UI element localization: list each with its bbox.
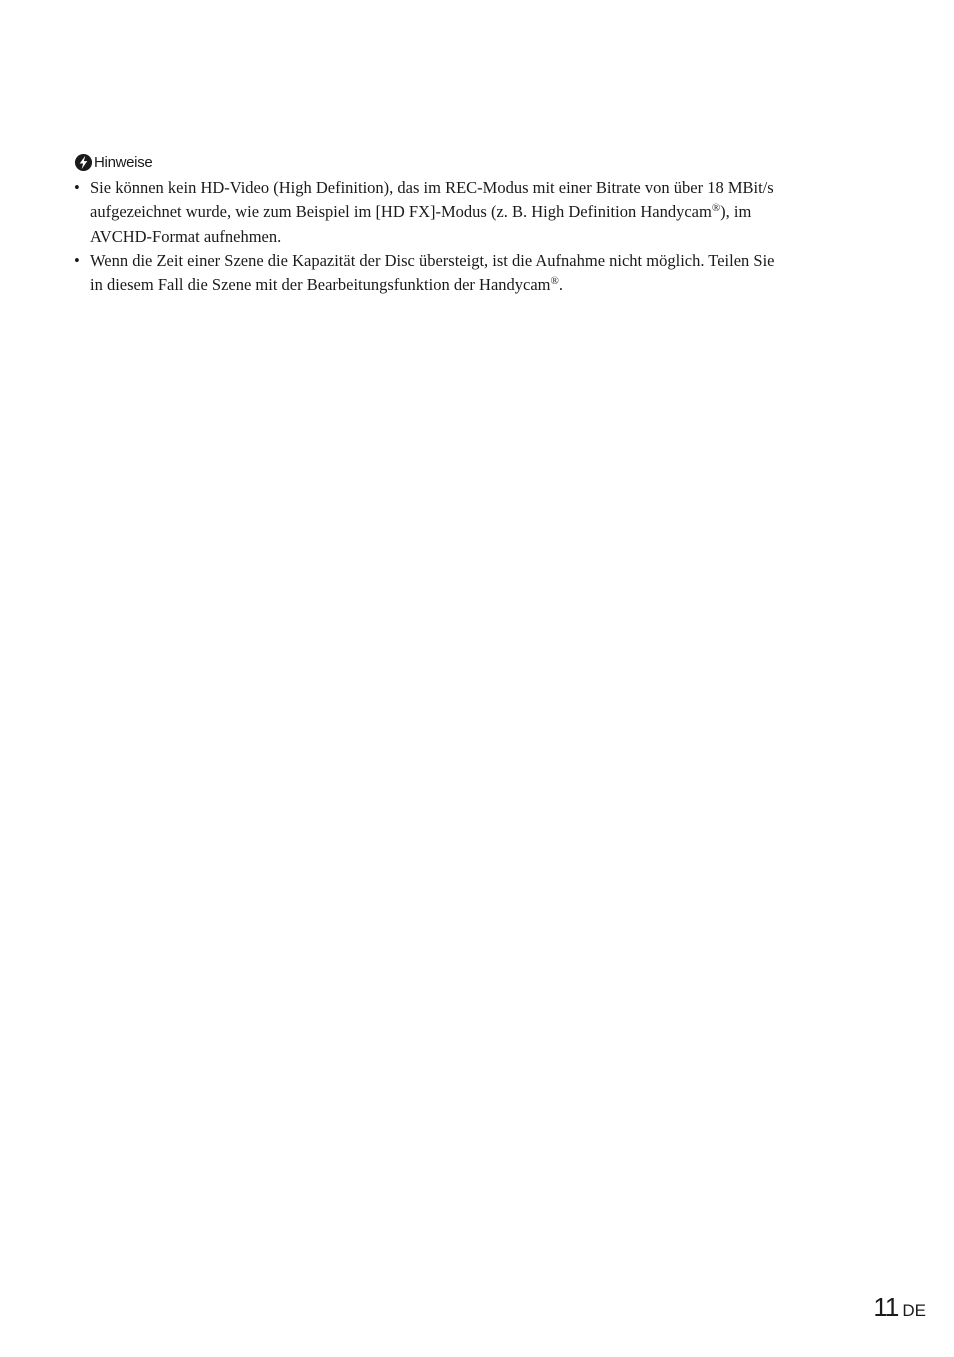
note-2-line-1: Wenn die Zeit einer Szene die Kapazität der Disc übersteigt, ist die Aufnahme nicht möglich. Teilen Sie: [90, 250, 775, 270]
list-item: [74, 249, 874, 298]
notes-heading: [74, 150, 874, 174]
note-2-line-2-text: in diesem Fall die Szene mit der Bearbeitungsfunktion der Handycam: [90, 275, 551, 295]
note-1-line-2: [90, 200, 874, 224]
list-item: [74, 176, 874, 249]
notes-section: [74, 150, 874, 297]
note-1-line-1: Sie können kein HD-Video (High Definition), das im REC-Modus mit einer Bitrate von über 18 MBit/s: [90, 178, 774, 197]
note-2-line-2: [90, 273, 874, 297]
bullet: •: [74, 178, 80, 197]
registered-mark: ®: [550, 275, 559, 288]
registered-mark: ®: [711, 202, 721, 215]
page-number: [873, 1292, 926, 1323]
note-1-line-2-text: aufgezeichnet wurde, wie zum Beispiel im [HD FX]-Modus (z. B. High Definition Handycam: [90, 202, 712, 222]
notes-heading-label: Hinweise: [94, 153, 153, 171]
note-1-line-2-suffix: ), im: [720, 202, 752, 222]
caution-icon: [74, 153, 93, 172]
bullet: •: [74, 250, 80, 270]
note-2-line-2-suffix: .: [558, 275, 563, 295]
notes-list: [74, 176, 874, 297]
page-number-value: 11: [873, 1292, 899, 1322]
note-1-line-3: AVCHD-Format aufnehmen.: [90, 226, 282, 246]
page-language: DE: [902, 1301, 926, 1320]
